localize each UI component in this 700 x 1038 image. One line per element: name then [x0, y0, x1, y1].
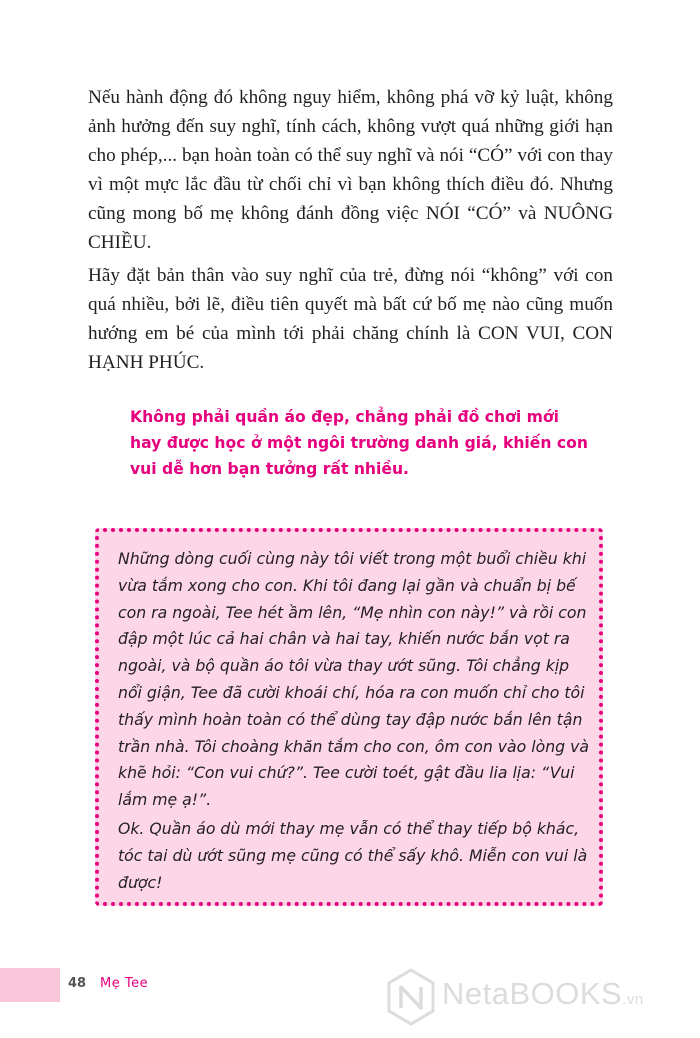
netabooks-logo-icon — [386, 968, 436, 1026]
note-paragraph-2: Ok. Quần áo dù mới thay mẹ vẫn có thể thay tiếp bộ khác, tóc tai dù ướt sũng mẹ cũng có thể sấy khô. Miễn con vui là được! — [118, 819, 588, 892]
running-head: Mẹ Tee — [100, 976, 149, 991]
watermark — [386, 968, 696, 1028]
body-paragraph-1: Nếu hành động đó không nguy hiểm, không phá vỡ kỷ luật, không ảnh hưởng đến suy nghĩ, tính cách, không vượt quá những giới hạn cho phép,... bạn hoàn toàn có thể suy nghĩ và nói “CÓ” với con thay vì một mực lắc đầu từ chối chỉ vì bạn không thích điều đó. Nhưng cũng mong bố mẹ không đánh đồng việc NÓI “CÓ” và NUÔNG CHIỀU. — [88, 87, 613, 253]
note-paragraph-1: Những dòng cuối cùng này tôi viết trong một buổi chiều khi vừa tắm xong cho con. Khi tôi đang lại gần và chuẩn bị bế con ra ngoài, Tee hét ầm lên, “Mẹ nhìn con này!” và rồi con đập một lúc cả hai chân và hai tay, khiến nước bắn vọt ra ngoài, và bộ quần áo tôi vừa thay ướt sũng. Tôi chẳng kịp nổi giận, Tee đã cười khoái chí, hóa ra con muốn chỉ cho tôi thấy mình hoàn toàn có thể dùng tay đập nước bắn lên tận trần nhà. Tôi choàng khăn tắm cho con, ôm con vào lòng và khẽ hỏi: “Con vui chứ?”. Tee cười toét, gật đầu lia lịa: “Vui lắm mẹ ạ!”. — [118, 549, 589, 810]
footer-bar — [0, 968, 60, 1002]
watermark-brand: NetaBOOKS — [442, 976, 623, 1011]
body-paragraph-2: Hãy đặt bản thân vào suy nghĩ của trẻ, đừng nói “không” với con quá nhiều, bởi lẽ, điều tiên quyết mà bất cứ bố mẹ nào cũng muốn hướng em bé của mình tới phải chăng chính là CON VUI, CON HẠNH PHÚC. — [88, 265, 613, 373]
watermark-text — [442, 976, 644, 1012]
watermark-tld: .vn — [622, 991, 644, 1008]
pull-quote: Không phải quần áo đẹp, chẳng phải đồ chơi mới hay được học ở một ngôi trường danh giá, khiến con vui dễ hơn bạn tưởng rất nhiều. — [130, 408, 588, 478]
page-number: 48 — [68, 976, 87, 991]
